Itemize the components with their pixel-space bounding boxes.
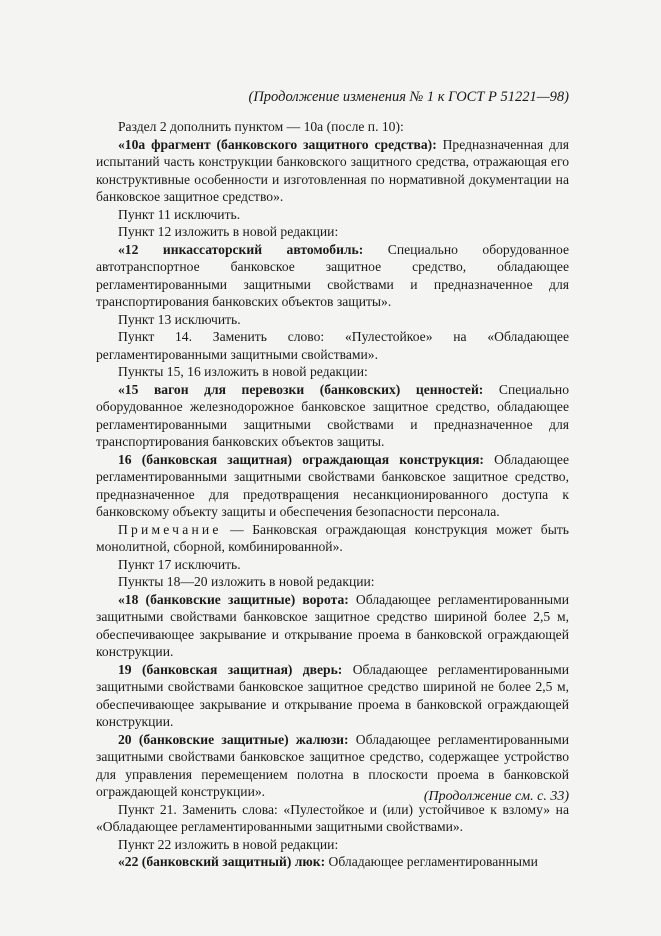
- paragraph-2: «10а фрагмент (банковского защитного средства): Предназначенная для испытаний часть конструкции банковского защитного средства, отражающая его конструктивные особенности и изготовленная по нормативной документации на банковское защитное средство».: [96, 136, 569, 204]
- term: «10а фрагмент (банковского защитного средства):: [118, 136, 437, 152]
- term: «12 инкассаторский автомобиль:: [118, 241, 364, 257]
- paragraph-9: «15 вагон для перевозки (банковских) ценностей: Специально оборудованное железнодорожное банковское защитное средство, обладающее регламентированными защитными свойствами и предназначенное для транспортирования банковских объектов защиты.: [96, 381, 570, 449]
- paragraph-10: 16 (банковская защитная) ограждающая конструкция: Обладающее регламентированными защитными свойствами банковское защитное средство, предназначенное для предотвращения несанкционированного доступа к банковскому объекту защиты и обеспечения безопасности персонала.: [96, 451, 569, 519]
- term: «18 (банковские защитные) ворота:: [118, 591, 349, 607]
- note-paragraph: Примечание — Банковская ограждающая конструкция может быть монолитной, сборной, комбинированной».: [96, 521, 569, 554]
- term: «22 (банковский защитный) люк:: [118, 854, 326, 869]
- term: 19 (банковская защитная) дверь:: [118, 661, 343, 677]
- paragraph-7: Пункт 14. Заменить слово: «Пулестойкое» на «Обладающее регламентированными защитными свойствами».: [96, 329, 569, 362]
- term: «15 вагон для перевозки (банковских) ценностей:: [118, 381, 484, 397]
- document-body: [96, 118, 569, 871]
- paragraph-13: Пункты 18—20 изложить в новой редакции:: [118, 574, 375, 589]
- paragraph-15: 19 (банковская защитная) дверь: Обладающее регламентированными защитными свойствами банковское защитное средство шириной не более 2,5 м, обеспечивающее закрывание и открывание проема в банковской ограждающей конструкции.: [96, 661, 569, 729]
- paragraph-5: «12 инкассаторский автомобиль: Специально оборудованное автотранспортное банковское защитное средство, обладающее регламентированными защитными свойствами и предназначенное для транспортирования банковских объектов защиты».: [96, 241, 569, 309]
- paragraph-4: Пункт 12 изложить в новой редакции:: [118, 224, 339, 239]
- paragraph-16: 20 (банковские защитные) жалюзи: Обладающее регламентированными защитными свойствами банковское защитное средство, содержащее устройство для управления перемещением полотна в плоскости проема в банковской ограждающей конструкции».: [96, 731, 569, 799]
- paragraph-18: Пункт 22 изложить в новой редакции:: [118, 836, 339, 852]
- paragraph-19: «22 (банковский защитный) люк: Обладающее регламентированными: [118, 854, 538, 869]
- term: 20 (банковские защитные) жалюзи:: [118, 731, 349, 747]
- paragraph-1: Раздел 2 дополнить пунктом — 10а (после п. 10):: [118, 119, 404, 134]
- note-label: Примечание: [118, 521, 222, 537]
- paragraph-14: «18 (банковские защитные) ворота: Обладающее регламентированными защитными свойствами банковское защитное средство шириной более 2,5 м, обеспечивающее закрывание и открывание проема в банковской ограждающей конструкции.: [96, 591, 570, 659]
- paragraph-3: Пункт 11 исключить.: [118, 206, 241, 222]
- paragraph-6: Пункт 13 исключить.: [118, 311, 241, 327]
- page-header: (Продолжение изменения № 1 к ГОСТ Р 51221—98): [248, 89, 569, 105]
- paragraph-12: Пункт 17 исключить.: [118, 556, 241, 572]
- term: 16 (банковская защитная) ограждающая конструкция:: [118, 451, 484, 467]
- page-footer: (Продолжение см. с. 33): [423, 789, 569, 804]
- paragraph-8: Пункты 15, 16 изложить в новой редакции:: [118, 364, 368, 379]
- paragraph-17: Пункт 21. Заменить слова: «Пулестойкое и (или) устойчивое к взлому» на «Обладающее регламентированными защитными свойствами».: [96, 801, 569, 834]
